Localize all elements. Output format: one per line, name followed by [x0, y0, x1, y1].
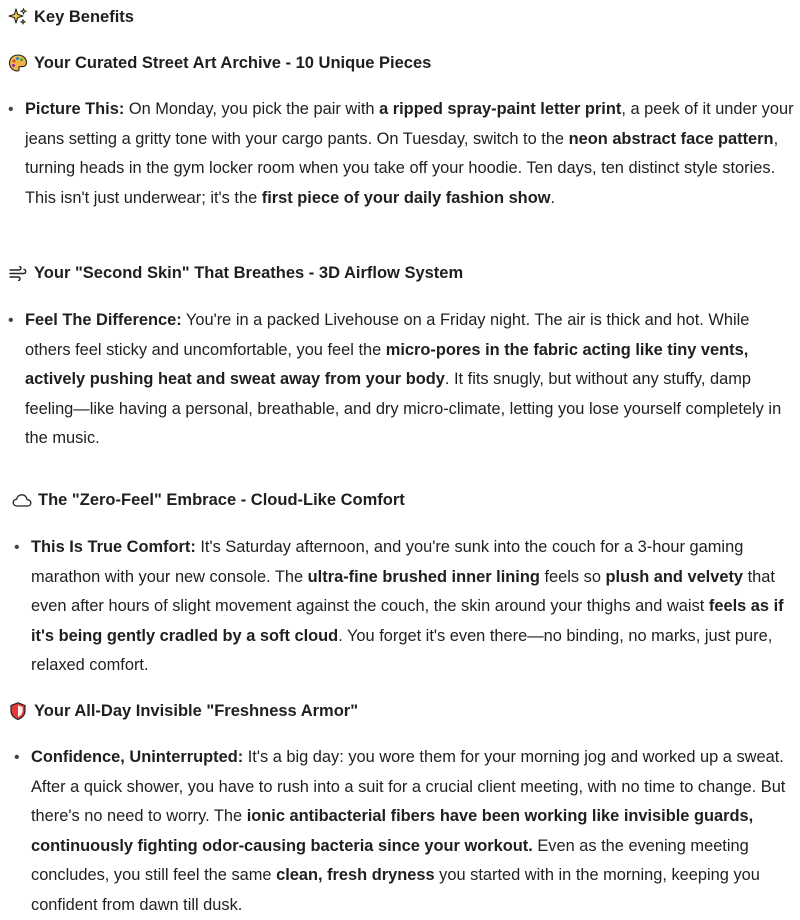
key-benefits-label: Key Benefits — [34, 8, 134, 26]
section-title: Your All-Day Invisible "Freshness Armor" — [34, 702, 359, 720]
key-benefits-heading — [8, 6, 134, 28]
section-title: The "Zero-Feel" Embrace - Cloud-Like Comfort — [38, 491, 405, 509]
bullet-dot: • — [8, 312, 14, 329]
cloud-icon — [12, 490, 32, 510]
bullet-dot: • — [14, 539, 20, 556]
lead-label: Confidence, Uninterrupted: — [31, 748, 244, 766]
list-item: • Picture This: On Monday, you pick the pair with a ripped spray-paint letter print, a peek of it under your jeans setting a gritty tone with your cargo pants. On Tuesday, switch to the neon abstract face pattern, turning heads in the gym locker room when you take off your hoodie. Ten days, ten distinct style stories. This isn't just underwear; it's the first piece of your daily fashion show. — [25, 95, 795, 213]
lead-label: Feel The Difference: — [25, 311, 182, 329]
lead-label: Picture This: — [25, 100, 125, 118]
section-title: Your Curated Street Art Archive - 10 Unique Pieces — [34, 54, 432, 72]
list-item: • This Is True Comfort: It's Saturday afternoon, and you're sunk into the couch for a 3-hour gaming marathon with your new console. The ultra-fine brushed inner lining feels so plush and velvety that even after hours of slight movement against the couch, the skin around your thighs and waist feels as if it's being gently cradled by a soft cloud. You forget it's even there—no binding, no marks, just pure, relaxed comfort. — [31, 533, 795, 681]
section-heading-comfort — [12, 489, 405, 511]
palette-icon — [8, 53, 28, 73]
bullet-dot: • — [8, 101, 14, 118]
section-heading-airflow — [8, 262, 463, 284]
section-title: Your "Second Skin" That Breathes - 3D Airflow System — [34, 264, 464, 282]
list-item: • Confidence, Uninterrupted: It's a big day: you wore them for your morning jog and worked up a sweat. After a quick shower, you have to rush into a suit for a crucial client meeting, with no time to change. But there's no need to worry. The ionic antibacterial fibers have been working like invisible guards, continuously fighting odor-causing bacteria since your workout. Even as the evening meeting concludes, you still feel the same clean, fresh dryness you started with in the morning, keeping you confident from dawn till dusk. — [31, 743, 795, 920]
sparkles-icon — [8, 7, 28, 27]
bullet-dot: • — [14, 749, 20, 766]
section-heading-street-art — [8, 52, 431, 74]
list-item: • Feel The Difference: You're in a packed Livehouse on a Friday night. The air is thick and hot. While others feel sticky and uncomfortable, you feel the micro-pores in the fabric acting like tiny vents, actively pushing heat and sweat away from your body. It fits snugly, but without any stuffy, damp feeling—like having a personal, breathable, and dry micro-climate, letting you lose yourself completely in the music. — [25, 306, 798, 454]
wind-icon — [8, 263, 28, 283]
lead-label: This Is True Comfort: — [31, 538, 196, 556]
shield-icon — [8, 701, 28, 721]
section-heading-freshness — [8, 700, 358, 722]
